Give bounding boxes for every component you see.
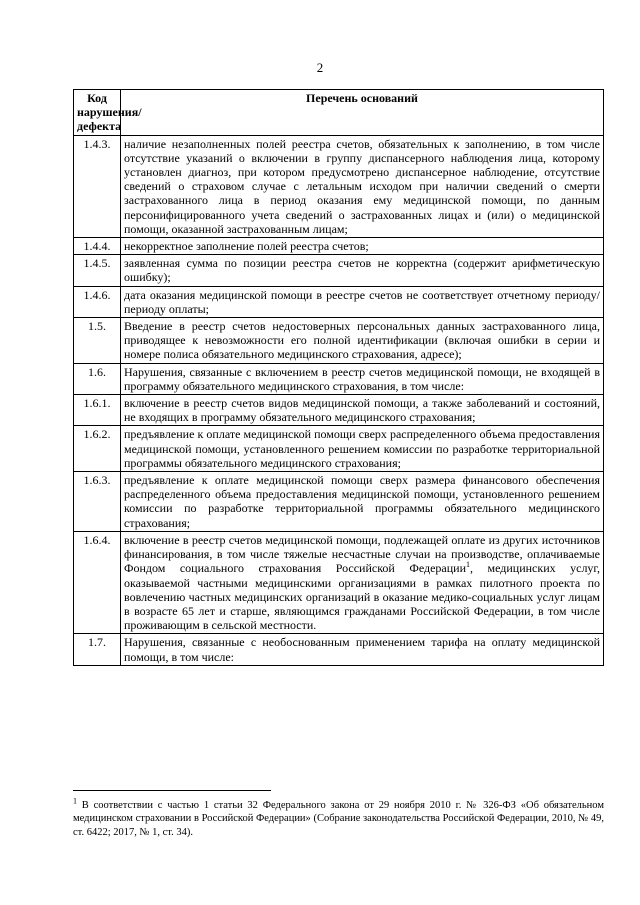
grounds-table xyxy=(73,89,604,666)
footnote-text: В соответствии с частью 1 статьи 32 Федерального закона от 29 ноября 2010 г. № 326-ФЗ «Об обязательном медицинском страховании в Российской Федерации» (Собрание законодательства Российской Федерации, 2010, № 49, ст. 6422; 2017, № 1, ст. 34). xyxy=(73,800,604,838)
row-code: 1.7. xyxy=(74,634,121,665)
row-text xyxy=(121,531,604,633)
table-row xyxy=(74,395,604,426)
table-row xyxy=(74,238,604,255)
row-code: 1.6.3. xyxy=(74,472,121,532)
row-code: 1.6.1. xyxy=(74,395,121,426)
row-text: включение в реестр счетов видов медицинской помощи, а также заболеваний и состояний, не входящих в программу обязательного медицинского страхования; xyxy=(121,395,604,426)
row-text: заявленная сумма по позиции реестра счетов не корректна (содержит арифметическую ошибку); xyxy=(121,255,604,286)
table-header-row xyxy=(74,90,604,136)
row-code: 1.4.4. xyxy=(74,238,121,255)
row-text-part: , медицинских услуг, оказываемой частными медицинскими организациями в рамках пилотного проекта по вовлечению частных медицинских организаций в оказание медико-социальных услуг лицам в возрасте 65 лет и старше, являющимся гражданами Российской Федерации, в том числе проживающим в сельской местности. xyxy=(124,561,600,633)
table-row xyxy=(74,318,604,364)
row-code: 1.6.2. xyxy=(74,426,121,472)
table-row xyxy=(74,634,604,665)
table-row xyxy=(74,135,604,237)
row-code: 1.4.5. xyxy=(74,255,121,286)
row-code: 1.4.3. xyxy=(74,135,121,237)
row-text: предъявление к оплате медицинской помощи сверх распределенного объема предоставления медицинской помощи, установленного решением комиссии по разработке территориальной программы обязательного медицинского страхования; xyxy=(121,426,604,472)
row-code: 1.6. xyxy=(74,363,121,394)
row-text: наличие незаполненных полей реестра счетов, обязательных к заполнению, в том числе отсутствие указаний о включении в группу диспансерного наблюдения лица, которому установлен диагноз, при котором предусмотрено диспансерное наблюдение, отсутствие сведений о страховом случае с летальным исходом при наличии сведений о смерти застрахованного лица в период оказания ему медицинской помощи, по данным персонифицированного учета сведений о застрахованных лицах и (или) о медицинской помощи, оказанной застрахованным лицам; xyxy=(121,135,604,237)
page-number: 2 xyxy=(316,60,324,75)
table-row xyxy=(74,363,604,394)
row-text: Нарушения, связанные с включением в реестр счетов медицинской помощи, не входящей в программу обязательного медицинского страхования, в том числе: xyxy=(121,363,604,394)
table-row xyxy=(74,426,604,472)
row-code: 1.5. xyxy=(74,318,121,364)
table-row xyxy=(74,531,604,633)
footnote-separator xyxy=(73,790,271,791)
table-row xyxy=(74,286,604,317)
header-code: Код нарушения/ дефекта xyxy=(74,90,121,136)
row-text: дата оказания медицинской помощи в реестре счетов не соответствует отчетному периоду/периоду оплаты; xyxy=(121,286,604,317)
row-code: 1.6.4. xyxy=(74,531,121,633)
table-row xyxy=(74,472,604,532)
header-grounds: Перечень оснований xyxy=(121,90,604,136)
row-text: предъявление к оплате медицинской помощи сверх размера финансового обеспечения распределенного объема предоставления медицинской помощи, установленного решением комиссии по разработке территориальной программы обязательного медицинского страхования; xyxy=(121,472,604,532)
footnote-marker: 1 xyxy=(73,796,77,806)
row-text: Введение в реестр счетов недостоверных персональных данных застрахованного лица, приводящее к невозможности его полной идентификации (включая ошибки в серии и номере полиса обязательного медицинского страхования, адресе); xyxy=(121,318,604,364)
row-text: Нарушения, связанные с необоснованным применением тарифа на оплату медицинской помощи, в том числе: xyxy=(121,634,604,665)
table-row xyxy=(74,255,604,286)
row-text-part: включение в реестр счетов медицинской помощи, подлежащей оплате из других источников финансирования, в том числе тяжелые несчастные случаи на производстве, оплачиваемые Фондом социального страхования Российской Федерации xyxy=(124,532,600,576)
footnote xyxy=(73,796,604,839)
row-text: некорректное заполнение полей реестра счетов; xyxy=(121,238,604,255)
row-code: 1.4.6. xyxy=(74,286,121,317)
footnote-reference: 1 xyxy=(466,560,471,570)
